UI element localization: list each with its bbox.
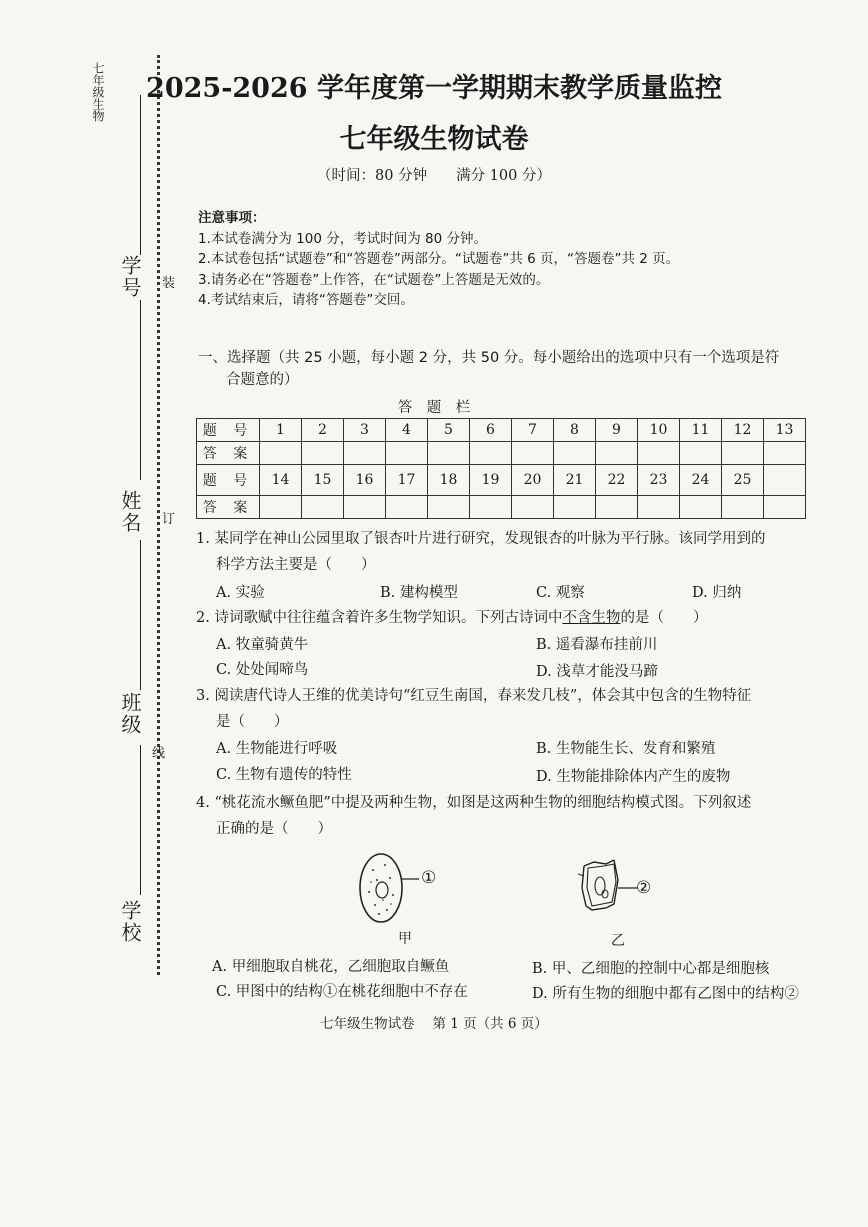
figure-label-jia: 甲 — [398, 931, 412, 947]
question-number: 11 — [680, 419, 722, 442]
question-1-line1: 1. 某同学在神山公园里取了银杏叶片进行研究，发现银杏的叶脉为平行脉。该同学用到的 — [196, 531, 766, 547]
answer-cell[interactable] — [554, 496, 596, 519]
answer-cell[interactable] — [638, 442, 680, 465]
q2-option-c: C. 处处闻啼鸟 — [216, 662, 309, 678]
table-row — [197, 419, 806, 442]
figure-label-2: ② — [636, 878, 652, 898]
question-4-line1: 4. “桃花流水鳜鱼肥”中提及两种生物，如图是这两种生物的细胞结构模式图。下列叙述 — [196, 795, 752, 811]
answer-cell[interactable] — [260, 496, 302, 519]
school-label: 学校 — [118, 900, 142, 944]
binding-line — [157, 55, 160, 975]
answer-cell[interactable] — [596, 442, 638, 465]
name-label: 姓名 — [118, 490, 142, 534]
section-heading-line1: 一、选择题（共 25 小题，每小题 2 分，共 50 分。每小题给出的选项中只有一个选项是符 — [198, 350, 780, 366]
student-id-label: 学号 — [118, 255, 142, 299]
q4-option-a: A. 甲细胞取自桃花，乙细胞取自鳜鱼 — [212, 959, 450, 975]
question-number: 6 — [470, 419, 512, 442]
q2-option-d: D. 浅草才能没马蹄 — [536, 664, 658, 680]
row-label: 题 号 — [197, 419, 260, 442]
answer-cell[interactable] — [470, 496, 512, 519]
bind-mark-zhuang: 装 — [162, 276, 176, 291]
exam-subtitle: 七年级生物试卷 — [339, 124, 529, 155]
question-number — [764, 465, 806, 496]
answer-cell[interactable] — [596, 496, 638, 519]
q3-option-c: C. 生物有遗传的特性 — [216, 767, 352, 783]
answer-cell[interactable] — [344, 442, 386, 465]
answer-cell[interactable] — [260, 442, 302, 465]
q3-option-d: D. 生物能排除体内产生的废物 — [536, 769, 731, 785]
answer-cell[interactable] — [680, 442, 722, 465]
question-1-line2: 科学方法主要是（ ） — [216, 557, 376, 573]
side-subject-label: 七年级生物 — [91, 62, 105, 122]
notice-item: 3.请务必在“答题卷”上作答，在“试题卷”上答题是无效的。 — [198, 271, 550, 288]
answer-cell[interactable] — [302, 442, 344, 465]
q1-option-b: B. 建构模型 — [380, 585, 458, 601]
question-4 — [196, 790, 836, 842]
question-number: 10 — [638, 419, 680, 442]
plant-cell-figure — [578, 858, 668, 928]
notice-block — [198, 208, 838, 311]
answer-cell[interactable] — [512, 496, 554, 519]
time-info: （时间：80 分钟 满分 100 分） — [317, 168, 551, 184]
class-line — [140, 745, 141, 895]
class-label: 班级 — [118, 692, 142, 736]
question-number: 16 — [344, 465, 386, 496]
figure-label-yi: 乙 — [611, 933, 625, 949]
question-number: 25 — [722, 465, 764, 496]
answer-cell[interactable] — [764, 496, 806, 519]
answer-cell[interactable] — [638, 496, 680, 519]
question-2-text: 2. 诗词歌赋中往往蕴含着许多生物学知识。下列古诗词中 — [196, 610, 563, 626]
question-4-line2: 正确的是（ ） — [216, 821, 332, 837]
answer-cell[interactable] — [386, 442, 428, 465]
page-footer: 七年级生物试卷 第 1 页（共 6 页） — [320, 1016, 548, 1032]
question-number: 3 — [344, 419, 386, 442]
bind-mark-xian: 线 — [152, 746, 166, 761]
q1-option-d: D. 归纳 — [692, 585, 742, 601]
question-2 — [196, 605, 836, 631]
section-heading-line2: 合题意的） — [226, 372, 299, 388]
notice-item: 4.考试结束后，请将“答题卷”交回。 — [198, 292, 414, 308]
question-number: 23 — [638, 465, 680, 496]
question-number: 8 — [554, 419, 596, 442]
notice-heading: 注意事项： — [198, 210, 266, 226]
name-line — [140, 540, 141, 690]
answer-cell[interactable] — [302, 496, 344, 519]
answer-table — [196, 418, 806, 519]
answer-cell[interactable] — [554, 442, 596, 465]
question-number: 18 — [428, 465, 470, 496]
question-number: 12 — [722, 419, 764, 442]
answer-cell[interactable] — [722, 442, 764, 465]
question-number: 19 — [470, 465, 512, 496]
student-id-line-2 — [140, 300, 141, 480]
question-number: 7 — [512, 419, 554, 442]
question-number: 1 — [260, 419, 302, 442]
question-number: 14 — [260, 465, 302, 496]
question-1 — [196, 526, 836, 578]
section-heading — [198, 347, 838, 391]
row-label: 题 号 — [197, 465, 260, 496]
question-number: 2 — [302, 419, 344, 442]
question-number: 4 — [386, 419, 428, 442]
question-number: 13 — [764, 419, 806, 442]
answer-cell[interactable] — [764, 442, 806, 465]
q4-option-d: D. 所有生物的细胞中都有乙图中的结构② — [532, 986, 799, 1002]
question-number: 20 — [512, 465, 554, 496]
answer-cell[interactable] — [428, 442, 470, 465]
question-2-text-end: 的是（ ） — [620, 610, 708, 626]
exam-title: 2025-2026 学年度第一学期期末教学质量监控 — [146, 73, 722, 104]
answer-cell[interactable] — [470, 442, 512, 465]
answer-cell[interactable] — [680, 496, 722, 519]
question-number: 9 — [596, 419, 638, 442]
question-3-line1: 3. 阅读唐代诗人王维的优美诗句“红豆生南国，春来发几枝”，体会其中包含的生物特征 — [196, 688, 752, 704]
q2-option-a: A. 牧童骑黄牛 — [216, 637, 309, 653]
question-2-emphasis: 不含生物 — [562, 610, 621, 626]
table-row — [197, 496, 806, 519]
answer-cell[interactable] — [428, 496, 470, 519]
question-number: 17 — [386, 465, 428, 496]
table-row — [197, 442, 806, 465]
q2-option-b: B. 遥看瀑布挂前川 — [536, 637, 658, 653]
row-label: 答 案 — [197, 442, 260, 465]
row-label: 答 案 — [197, 496, 260, 519]
q1-option-c: C. 观察 — [536, 585, 585, 601]
question-3-line2: 是（ ） — [216, 714, 289, 730]
question-number: 22 — [596, 465, 638, 496]
question-number: 21 — [554, 465, 596, 496]
answer-cell[interactable] — [722, 496, 764, 519]
q4-option-b: B. 甲、乙细胞的控制中心都是细胞核 — [532, 961, 770, 977]
figure-label-1: ① — [421, 868, 437, 888]
question-3 — [196, 683, 836, 735]
answer-cell[interactable] — [386, 496, 428, 519]
q3-option-b: B. 生物能生长、发育和繁殖 — [536, 741, 716, 757]
answer-table-title: 答 题 栏 — [397, 400, 471, 416]
q4-option-c: C. 甲图中的结构①在桃花细胞中不存在 — [216, 984, 468, 1000]
answer-cell[interactable] — [512, 442, 554, 465]
notice-item: 1.本试卷满分为 100 分，考试时间为 80 分钟。 — [198, 230, 487, 247]
notice-item: 2.本试卷包括“试题卷”和“答题卷”两部分。“试题卷”共 6 页，“答题卷”共 2 页。 — [198, 251, 680, 267]
answer-cell[interactable] — [344, 496, 386, 519]
table-row — [197, 465, 806, 496]
question-number: 5 — [428, 419, 470, 442]
question-number: 15 — [302, 465, 344, 496]
bind-mark-ding: 订 — [162, 512, 176, 527]
q1-option-a: A. 实验 — [216, 585, 265, 601]
question-number: 24 — [680, 465, 722, 496]
q3-option-a: A. 生物能进行呼吸 — [216, 741, 338, 757]
